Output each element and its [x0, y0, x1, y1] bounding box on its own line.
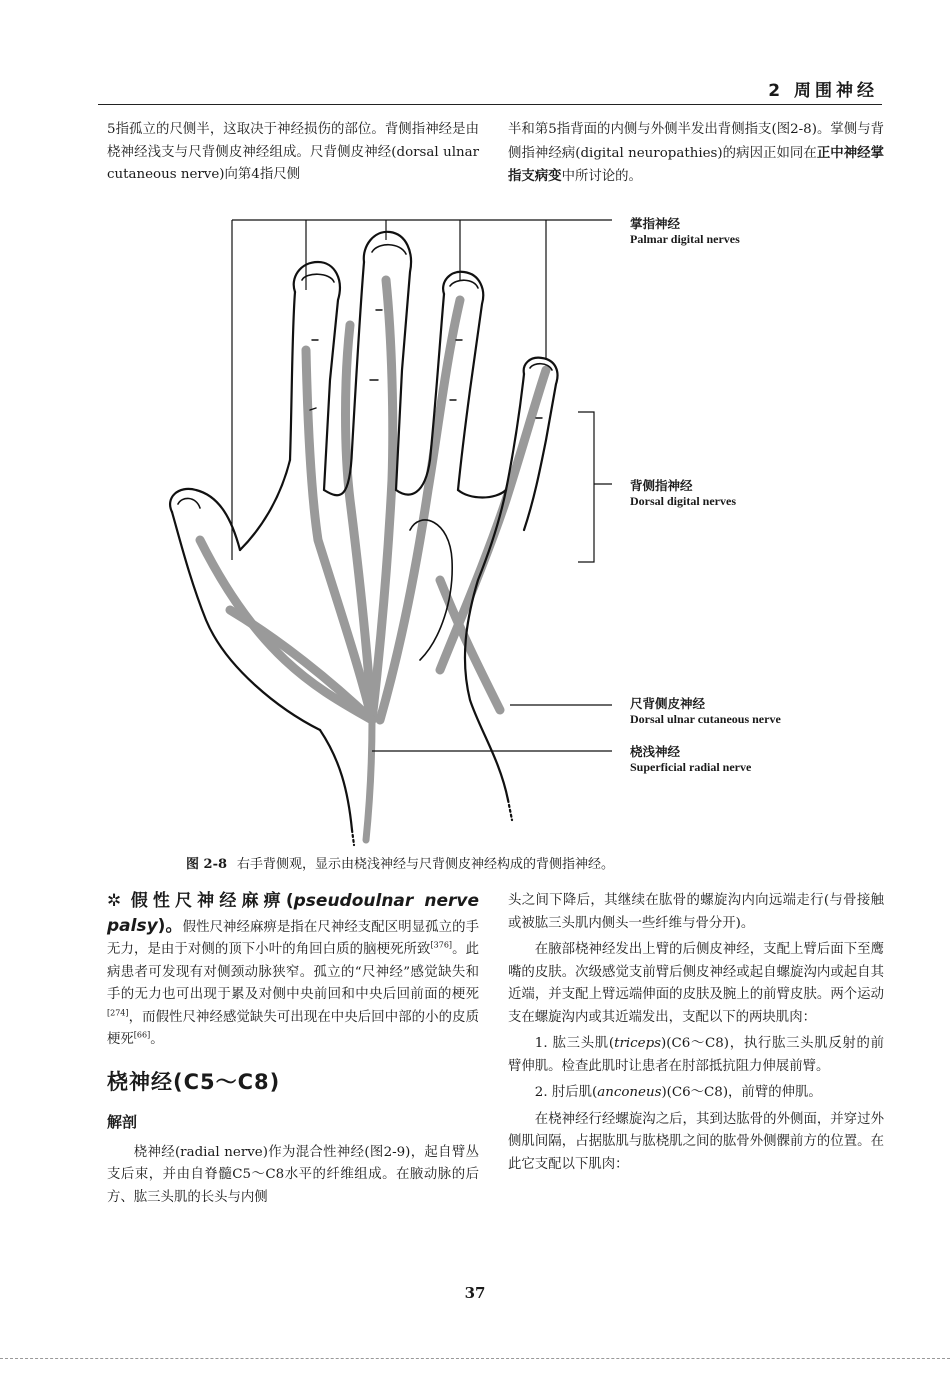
- ref-66: [66]: [133, 1030, 151, 1040]
- pseudoulnar-text-d: 。: [150, 1032, 164, 1047]
- ref-274: [274]: [107, 1008, 129, 1018]
- pseudoulnar-heading-cn: 假性尺神经麻痹(: [130, 891, 294, 911]
- figure-number: 图 2-8: [186, 857, 228, 872]
- hand-dorsal-nerves-figure: [0, 200, 950, 850]
- triceps-post: )(C6～C8)，执行肱三头肌反射的前臂伸肌。检查此肌时让患者在肘部抵抗阻力伸展前臂。: [508, 1036, 884, 1074]
- pseudoulnar-text-c: ，而假性尺神经感觉缺失可出现在中央后回中部的小的皮质梗死: [107, 1009, 479, 1047]
- label-palmar-digital: [630, 214, 740, 247]
- pseudoulnar-heading-en: pseudoulnar nerve palsy: [107, 891, 479, 936]
- triceps-pre: 1. 肱三头肌(: [534, 1036, 615, 1051]
- label-superficial-radial: [630, 742, 751, 775]
- anconeus-pre: 2. 肘后肌(: [534, 1085, 598, 1100]
- page-number: 37: [464, 1284, 486, 1302]
- top-left-paragraph: 5指孤立的尺侧半，这取决于神经损伤的部位。背侧指神经是由桡神经浅支与尺背侧皮神经组成。尺背侧皮神经(dorsal ulnar cutaneous nerve)向第4指尺侧: [107, 122, 479, 182]
- label-radial-en: Superficial radial nerve: [630, 760, 752, 774]
- top-right-bold-ref: 正中神经掌指支病变: [508, 144, 885, 184]
- pseudoulnar-text-a: 假性尺神经麻痹是指在尺神经支配区明显孤立的手无力，是由于对侧的顶下小叶的角回白质的脑梗死所致: [107, 919, 480, 957]
- pseudoulnar-paragraph: [107, 890, 479, 1052]
- label-ulnar-en: Dorsal ulnar cutaneous nerve: [630, 712, 781, 726]
- right-paragraph-3: 在桡神经行经螺旋沟之后，其到达肱骨的外侧面，并穿过外侧肌间隔，占据肱肌与肱桡肌之间的肱骨外侧髁前方的位置。在此它支配以下肌肉：: [508, 1111, 884, 1172]
- ref-376: [376]: [430, 940, 453, 950]
- anconeus-post: )(C6～C8)，前臂的伸肌。: [661, 1085, 822, 1100]
- subsection-anatomy: 解剖: [107, 1112, 138, 1131]
- list-item-triceps: [508, 1033, 884, 1078]
- top-right-paragraph: [508, 119, 884, 189]
- label-dorsal-cn: 背侧指神经: [630, 478, 693, 493]
- hand-outline: [170, 232, 557, 845]
- header-rule: [98, 104, 882, 105]
- top-right-text-a: 半和第5指背面的内侧与外侧半发出背侧指支(图2-8)。掌侧与背侧指神经病(digital neuropathies)的病因正如同在: [508, 122, 884, 161]
- label-palmar-cn: 掌指神经: [630, 216, 681, 231]
- section-title-radial: 桡神经(C5～C8): [107, 1069, 281, 1094]
- label-ulnar-cn: 尺背侧皮神经: [630, 696, 706, 711]
- figure-caption-text: 右手背侧观，显示由桡浅神经与尺背侧皮神经构成的背侧指神经。: [237, 857, 615, 872]
- list-item-anconeus: [508, 1082, 884, 1105]
- flower-icon: ✲: [107, 891, 122, 911]
- label-radial-cn: 桡浅神经: [630, 744, 681, 759]
- scan-edge-line: [0, 1358, 950, 1359]
- top-right-text-b: 中所讨论的。: [561, 169, 642, 184]
- right-paragraph-2: 在腋部桡神经发出上臂的后侧皮神经，支配上臂后面下至鹰嘴的皮肤。次级感觉支前臂后侧皮神经或起自螺旋沟内或起自其近端，并支配上臂远端伸面的皮肤及腕上的前臂皮肤。两个运动支在螺旋沟内或其近端发出，支配以下的两块肌肉：: [508, 942, 884, 1025]
- label-palmar-en: Palmar digital nerves: [630, 232, 740, 246]
- left-column: [107, 890, 479, 1209]
- triceps-latin: triceps: [614, 1036, 662, 1051]
- running-header: 2 周围神经: [768, 81, 878, 101]
- radial-anatomy-paragraph: 桡神经(radial nerve)作为混合性神经(图2-9)，起自臂丛支后束，并由自脊髓C5～C8水平的纤维组成。在腋动脉的后方、肱三头肌的长头与内侧: [107, 1144, 479, 1205]
- right-paragraph-1: 头之间下降后，其继续在肱骨的螺旋沟内向远端走行(与骨接触或被肱三头肌内侧头一些纤维与骨分开)。: [508, 893, 884, 931]
- anconeus-latin: anconeus: [597, 1085, 662, 1100]
- label-dorsal-digital: [630, 476, 736, 509]
- label-dorsal-ulnar: [630, 694, 781, 727]
- right-column: [508, 890, 884, 1176]
- pseudoulnar-text-b: 。此病患者可发现有对侧颈动脉狭窄。孤立的“尺神经”感觉缺失和手的无力也可出现于累及对侧中央前回和中央后回前面的梗死: [107, 942, 480, 1002]
- pseudoulnar-heading-end: )。: [157, 915, 183, 936]
- label-dorsal-en: Dorsal digital nerves: [630, 494, 736, 508]
- figure-caption: [186, 853, 614, 872]
